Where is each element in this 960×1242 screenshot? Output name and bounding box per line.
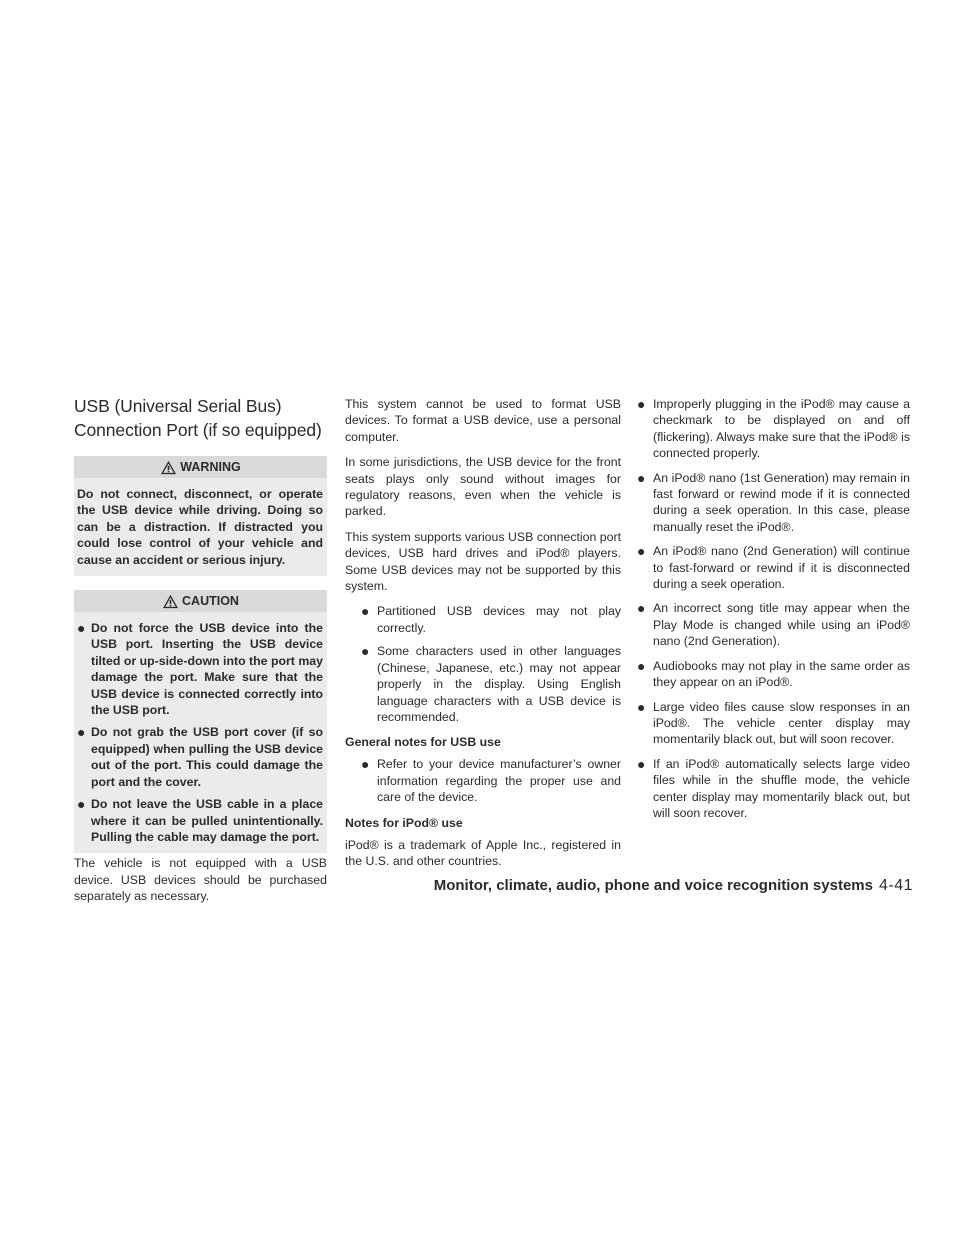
bullet: ● [361,643,370,660]
page-footer [421,877,913,895]
bullet: ● [361,756,370,773]
column-1 [74,394,327,905]
caution-item: ● Do not leave the USB cable in a place where it can be pulled unintentionally. Pulling the cable may damage the port. [77,796,323,844]
warning-triangle-icon [162,594,179,609]
caution-label: CAUTION [182,594,239,609]
bullet: ● [637,543,646,560]
paragraph: iPod® is a trademark of Apple Inc., registered in the U.S. and other countries. [345,837,621,868]
list-item: ● Improperly plugging in the iPod® may cause a checkmark to be displayed on and off (flickering). Always make sure that the iPod® is connected properly. [637,396,910,461]
bullet: ● [77,724,86,741]
list-item: ● An incorrect song title may appear when the Play Mode is changed while using an iPod® nano (2nd Generation). [637,600,910,649]
bullet: ● [361,603,370,620]
caution-header [74,590,327,612]
section-title [74,394,327,442]
warning-text: Do not connect, disconnect, or operate the USB device while driving. Doing so can be a distraction. If distracted you could lose control of your vehicle and cause an accident or serious injury. [74,478,327,576]
list-item: ● An iPod® nano (1st Generation) may remain in fast forward or rewind mode if it is connected during a seek operation. In this case, please manually reset the iPod®. [637,469,910,534]
warning-box [74,456,327,576]
list-item: ● Partitioned USB devices may not play correctly. [361,603,621,635]
caution-box [74,590,327,853]
paragraph: This system supports various USB connection port devices, USB hard drives and iPod® players. Some USB devices may not be supported by this system. [345,529,621,594]
page-number: 4-41 [878,877,913,894]
list-item: ● Audiobooks may not play in the same order as they appear on an iPod®. [637,657,910,690]
caution-item: ● Do not force the USB device into the USB port. Inserting the USB device tilted or up-side-down into the port may damage the port. Make sure that the USB device is connected correctly into the USB port. [77,620,323,718]
bullet: ● [637,755,646,772]
bullet: ● [637,469,646,486]
list-item: ● If an iPod® automatically selects large video files while in the shuffle mode, the vehicle center display may momentarily black out, but will soon recover. [637,755,910,820]
general-notes-list [361,756,621,805]
caution-item: ● Do not grab the USB port cover (if so equipped) when pulling the USB device out of the port. This could damage the port and the cover. [77,724,323,789]
paragraph: In some jurisdictions, the USB device for the front seats plays only sound without images for regulatory reasons, even when the vehicle is parked. [345,455,621,519]
list-item: ● An iPod® nano (2nd Generation) will continue to fast-forward or rewind if it is disconnected during a seek operation. [637,543,910,592]
column-3 [637,396,910,829]
warning-header [74,456,327,478]
list-item: ● Refer to your device manufacturer’s owner information regarding the proper use and care of the device. [361,756,621,805]
section-title-line-1: USB (Universal Serial Bus) [74,396,282,416]
warning-triangle-icon [160,460,177,475]
bullet: ● [637,600,646,617]
list-item: ● Some characters used in other languages (Chinese, Japanese, etc.) may not appear properly in the display. Using English language characters with a USB device is recommended. [361,643,621,724]
caution-list [74,612,327,853]
list-item: ● Large video files cause slow responses in an iPod®. The vehicle center display may momentarily black out, but will soon recover. [637,698,910,747]
bullet: ● [637,396,646,412]
chapter-title: Monitor, climate, audio, phone and voice recognition systems [433,877,873,894]
bullet: ● [77,796,86,813]
general-notes-heading: General notes for USB use [345,735,501,750]
ipod-notes-heading: Notes for iPod® use [345,815,463,830]
bullet: ● [77,620,86,637]
section-title-line-2: Connection Port (if so equipped) [74,420,322,440]
warning-label: WARNING [180,460,241,474]
bullet: ● [637,657,646,674]
usb-device-note: The vehicle is not equipped with a USB device. USB devices should be purchased separately as necessary. [74,856,327,904]
support-list [361,603,621,725]
paragraph: This system cannot be used to format USB devices. To format a USB device, use a personal computer. [345,397,621,444]
bullet: ● [637,698,646,715]
column-2 [345,396,621,878]
